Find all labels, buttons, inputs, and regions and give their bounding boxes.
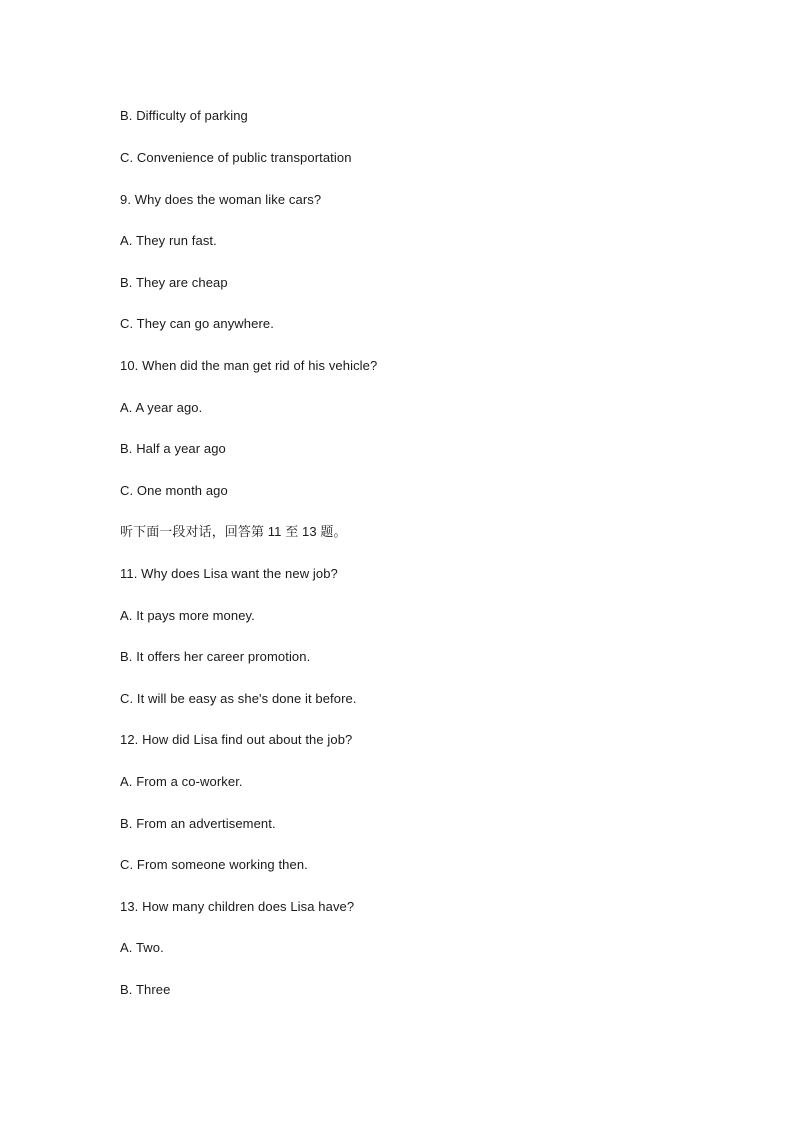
option-12c: C. From someone working then. — [120, 857, 308, 872]
question-10: 10. When did the man get rid of his vehicle? — [120, 358, 378, 373]
option-10c: C. One month ago — [120, 483, 228, 498]
option-10a: A. A year ago. — [120, 400, 203, 415]
option-11b: B. It offers her career promotion. — [120, 649, 311, 664]
option-10b: B. Half a year ago — [120, 441, 226, 456]
question-9: 9. Why does the woman like cars? — [120, 192, 322, 207]
option-11a: A. It pays more money. — [120, 608, 255, 623]
option-9c: C. They can go anywhere. — [120, 316, 274, 331]
option-12a: A. From a co-worker. — [120, 774, 243, 789]
question-13: 13. How many children does Lisa have? — [120, 899, 355, 914]
section-instruction: 听下面一段对话，回答第 11 至 13 题。 — [120, 524, 347, 539]
option-11c: C. It will be easy as she's done it before. — [120, 691, 357, 706]
option-9a: A. They run fast. — [120, 233, 217, 248]
option-13b: B. Three — [120, 982, 171, 997]
option-12b: B. From an advertisement. — [120, 816, 276, 831]
question-11: 11. Why does Lisa want the new job? — [120, 566, 338, 581]
option-9b: B. They are cheap — [120, 275, 228, 290]
option-13a: A. Two. — [120, 940, 164, 955]
option-8c: C. Convenience of public transportation — [120, 150, 352, 165]
question-12: 12. How did Lisa find out about the job? — [120, 732, 353, 747]
option-8b: B. Difficulty of parking — [120, 108, 248, 123]
